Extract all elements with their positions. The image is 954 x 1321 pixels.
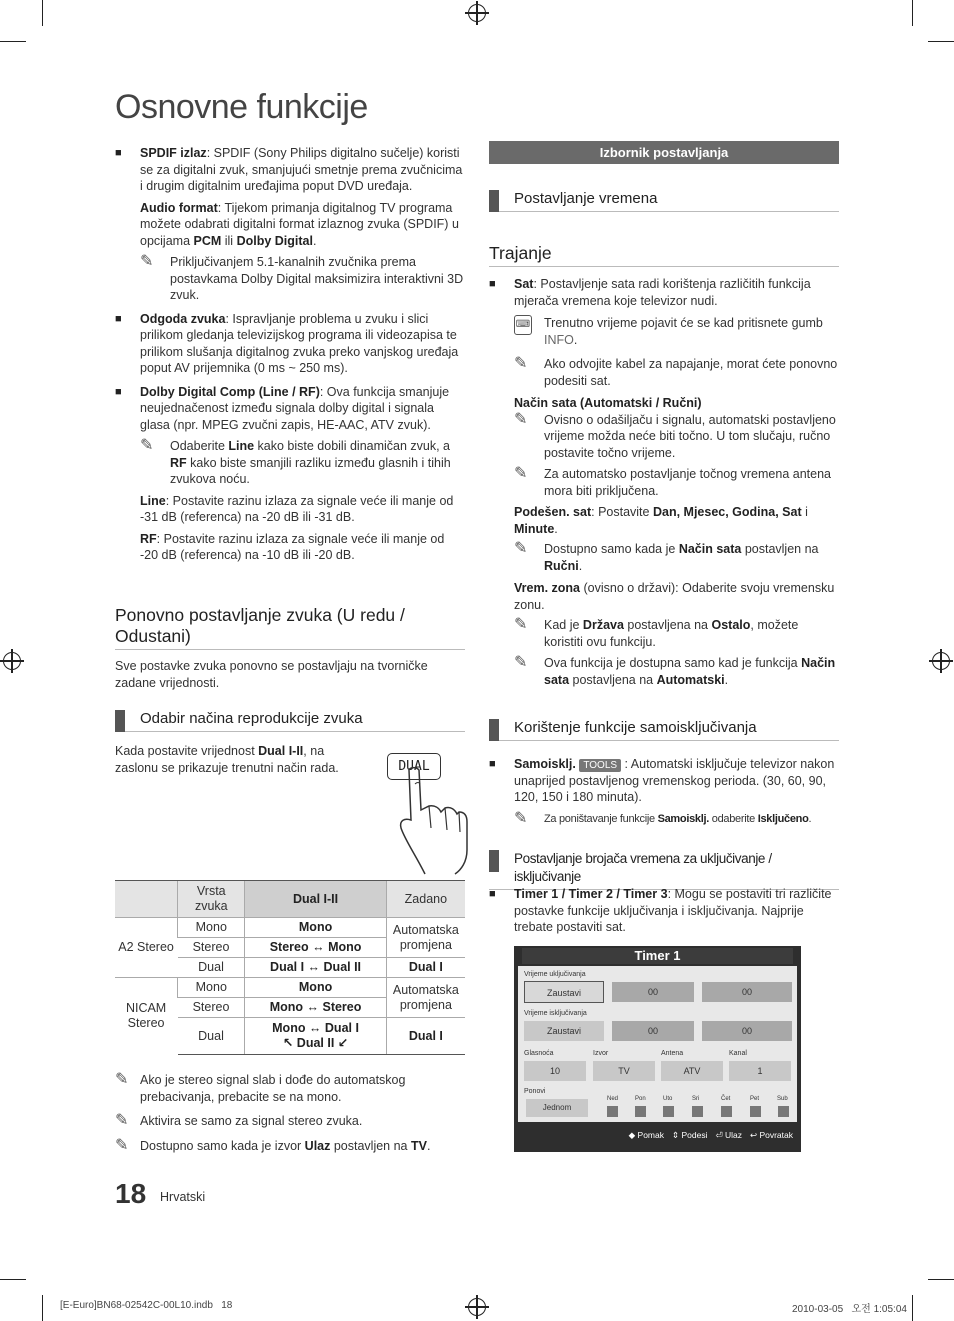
channel-field[interactable]: 1 [729,1061,791,1081]
registration-mark-icon [932,652,950,670]
hand-drawing [385,750,470,875]
note-icon: ✎ [514,355,528,372]
registration-mark-icon [3,652,21,670]
menu-banner: Izbornik postavljanja [489,141,839,164]
crop-mark [42,0,43,26]
on-hour[interactable]: 00 [612,982,694,1002]
timer-screen: Timer 1 Vrijeme uključivanja Zaustavi 00 00 Vrijeme isključivanja Zaustavi 00 00 Glasnoća Izvor Antena Kanal 10 TV ATV 1 Ponovi Jednom Ned Pon Uto Sri Čet Pet Sub ◆ Pomak ⇕ Podesi ⏎ Ulaz ↩ Povratak [514,946,801,1152]
dolby-comp-item: ■ Dolby Digital Comp (Line / RF): Ova funkcija smanjuje neujednačenost između signala dolby digital i signala glasa (npr. MPEG zvučni zapis, HE-AAC, ATV zvuk). ✎ Odaberite Line kako biste dobili dinamičan zvuk, a RF kako biste smanjili razliku između glasnih i tihih zvukova noću. Line: Postavite razinu izlaza za signale veće ili manje od -31 dB (referenca) na -20 dB ili -31 dB. RF: Postavite razinu izlaza za signale veće ili manje od -20 dB (referenca) na -10 dB ili -20 dB. [115,384,465,564]
note-icon: ✎ [115,1136,129,1154]
day-checkbox[interactable] [750,1106,761,1117]
note-icon: ✎ [514,654,528,671]
note: ✎ Ako je stereo signal slab i dođe do automatskog prebacivanja, prebacite se na mono. [115,1071,406,1104]
day-checkbox[interactable] [692,1106,703,1117]
tools-badge: TOOLS [579,759,621,772]
day-checkbox[interactable] [721,1106,732,1117]
crop-mark [928,1279,954,1280]
sound-table: Vrsta zvuka Dual I-II Zadano A2 Stereo Mono Mono Automatska promjena Stereo Stereo ↔ Mono Dual Dual I ↔ Dual II Dual I NICAM Stereo Mono Mono Automatska promjena Stereo Mono ↔ Stereo Dual Mono ↔ Dual I ↖ Dual II ↙ Dual I [115,880,465,1055]
note-icon: ✎ [140,437,154,454]
note-icon: ✎ [514,616,528,633]
subsection-heading: Postavljanje vremena [489,190,839,212]
day-checkbox[interactable] [635,1106,646,1117]
note-icon: ✎ [140,253,154,270]
antenna-field[interactable]: ATV [661,1061,723,1081]
off-minute[interactable]: 00 [702,1021,792,1041]
crop-mark [928,41,954,42]
day-checkbox[interactable] [607,1106,618,1117]
subsection-heading: Korištenje funkcije samoisključivanja [489,719,839,741]
off-hour[interactable]: 00 [612,1021,694,1041]
on-minute[interactable]: 00 [702,982,792,1002]
note-icon: ✎ [514,410,528,428]
dual-button: DUAL [387,753,441,780]
note-icon: ✎ [514,465,528,482]
note: ✎ Odaberite Line kako biste dobili dinamičan zvuk, a RF kako biste smanjili razliku između glasnih i tihih zvukova noću. [140,437,451,486]
hand-icon [385,750,470,875]
day-checkbox[interactable] [778,1106,789,1117]
crop-mark [912,1295,913,1321]
subsection-heading: Odabir načina reprodukcije zvuka [115,710,465,732]
print-date: 2010-03-05 오전 1:05:04 [792,1304,907,1315]
crop-mark [42,1295,43,1321]
crop-mark [0,1279,26,1280]
right-column: ■ Sat: Postavljenje sata radi korištenja različitih funkcija mjerača vremena koje televizor nudi. ⌨ Trenutno vrijeme pojavit će se kad pritisnete gumb INFO. ✎ Ako odvojite kabel za napajanje, morat ćete ponovno podesiti sat. Način sata (Automatski / Ručni) ✎ Ovisno o odašiljaču i signalu, automatski postavljeno vrijeme možda neće biti točno. U tom slučaju, ručno postavite točno vrijeme. ✎ Za automatsko postavljanje točnog vremena antena mora biti priključena. Podešen. sat: Postavite Dan, Mjesec, Godina, Sat i Minute. ✎ Dostupno samo kada je Način sata postavljen na Ručni. Vrem. zona (ovisno o državi): Odaberite svoju vremensku zonu. ✎ Kad je Država postavljena na Ostalo, možete koristiti ovu funkciju. ✎ Ova funkcija je dostupna samo kad je funkcija Način sata postavljena na Automatski. [489,276,839,693]
registration-mark-icon [468,4,486,22]
repeat-field[interactable]: Jednom [526,1099,588,1117]
on-time-select[interactable]: Zaustavi [524,981,604,1003]
off-time-select[interactable]: Zaustavi [524,1021,604,1041]
page-title: Osnovne funkcije [115,88,368,126]
left-column [115,145,465,571]
language: Hrvatski [160,1190,206,1204]
odgoda-item: ■ Odgoda zvuka: Ispravljanje problema u zvuku i slici prilikom gledanja televizijskog programa ili videozapisa te prilikom slušanja digitalnog zvuka preko vanjskog uređaja poput AV prijemnika (0 ms ~ 250 ms). [115,311,465,377]
reset-text: Sve postavke zvuka ponovno se postavljaju na tvorničke zadane vrijednosti. [115,659,428,690]
note-icon: ✎ [514,809,528,827]
section-heading: Ponovno postavljanje zvuka (U redu / Odustani) [115,605,465,650]
crop-mark [912,0,913,26]
spdif-item: ■ SPDIF izlaz: SPDIF (Sony Philips digitalno sučelje) koristi se za digitalni zvuk, smanjujući smetnje prema zvučnicima i drugim digitalnim uređajima poput DVD uređaja. Audio format: Tijekom primanja digitalnog TV programa možete odabrati digitalni format izlaznog zvuka (SPDIF) u opcijama PCM ili Dolby Digital. ✎ Priključivanjem 5.1-kanalnih zvučnika prema postavkama Dolby Digital maksimizira interaktivni 3D zvuk. [115,145,465,304]
note: ✎ Aktivira se samo za signal stereo zvuka. [115,1112,363,1129]
mode-text: Kada postavite vrijednost Dual I-II, na zaslonu se prikazuje trenutni način rada. [115,744,339,775]
note: ✎ Dostupno samo kada je izvor Ulaz postavljen na TV. [115,1136,431,1154]
crop-mark [0,41,26,42]
registration-mark-icon [468,1298,486,1316]
source-field[interactable]: TV [593,1061,655,1081]
note-icon: ✎ [514,540,528,557]
note-icon: ✎ [115,1071,129,1088]
info-icon: ⌨ [514,315,532,335]
timer-title: Timer 1 [522,948,793,964]
day-checkbox[interactable] [663,1106,674,1117]
note-icon: ✎ [115,1112,129,1129]
volume-field[interactable]: 10 [524,1061,586,1081]
page-number: 18 [115,1178,147,1209]
subsection-heading: Postavljanje brojača vremena za uključivanje / isključivanje [489,850,839,890]
section-heading: Trajanje [489,243,839,267]
note: ✎ Priključivanjem 5.1-kanalnih zvučnika prema postavkama Dolby Digital maksimizira interaktivni 3D zvuk. [140,253,464,302]
file-info: [E-Euro]BN68-02542C-00L10.indb 18 [60,1300,233,1311]
timer-footer: ◆ Pomak ⇕ Podesi ⏎ Ulaz ↩ Povratak [628,1130,793,1140]
